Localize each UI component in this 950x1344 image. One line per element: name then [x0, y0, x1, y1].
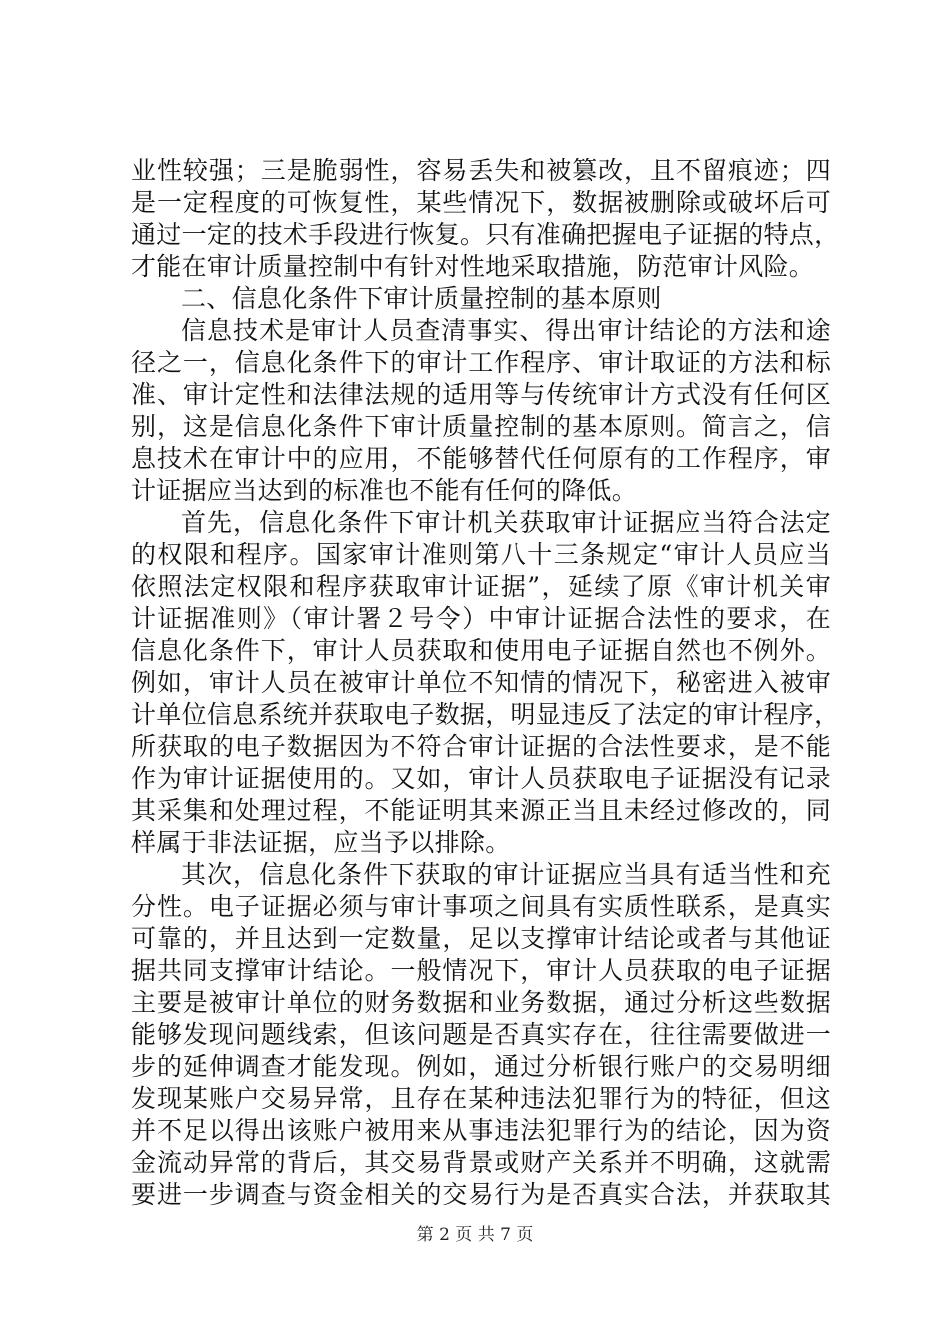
page-number: 第 2 页 共 7 页 [416, 1225, 534, 1245]
text-line: 能够发现问题线索，但该问题是否真实存在，往往需要做进一 [131, 1020, 831, 1049]
paragraph-first [131, 507, 840, 859]
text-line: 计证据准则》（审计署２号令）中审计证据合法性的要求，在 [131, 604, 831, 633]
page-footer [0, 1224, 950, 1246]
text-line: 其采集和处理过程，不能证明其来源正当且未经过修改的，同 [131, 796, 831, 825]
text-line: 是一定程度的可恢复性，某些情况下，数据被删除或破坏后可 [131, 188, 831, 217]
text-line: 依照法定权限和程序获取审计证据”，延续了原《审计机关审 [131, 572, 831, 601]
text-line: 分性。电子证据必须与审计事项之间具有实质性联系，是真实 [131, 892, 831, 921]
text-line: 并不足以得出该账户被用来从事违法犯罪行为的结论，因为资 [131, 1116, 831, 1145]
text-line: 作为审计证据使用的。又如，审计人员获取电子证据没有记录 [131, 764, 831, 793]
text-line: 据共同支撑审计结论。一般情况下，审计人员获取的电子证据 [131, 956, 831, 985]
text-line: 才能在审计质量控制中有针对性地采取措施，防范审计风险。 [131, 252, 815, 281]
text-line: 步的延伸调查才能发现。例如，通过分析银行账户的交易明细 [131, 1052, 831, 1081]
text-line: 准、审计定性和法律法规的适用等与传统审计方式没有任何区 [131, 380, 831, 409]
document-body [131, 155, 840, 1211]
text-line: 别，这是信息化条件下审计质量控制的基本原则。简言之，信 [131, 412, 831, 441]
text-line: 样属于非法证据，应当予以排除。 [131, 828, 511, 857]
text-line: 金流动异常的背后，其交易背景或财产关系并不明确，这就需 [131, 1148, 831, 1177]
paragraph-continuation [131, 155, 840, 283]
text-line: 通过一定的技术手段进行恢复。只有准确把握电子证据的特点， [131, 220, 840, 249]
heading-text: 二、信息化条件下审计质量控制的基本原则 [181, 284, 662, 313]
paragraph-second [131, 859, 831, 1211]
text-line: 主要是被审计单位的财务数据和业务数据，通过分析这些数据 [131, 988, 831, 1017]
text-line: 首先，信息化条件下审计机关获取审计证据应当符合法定 [181, 508, 831, 537]
text-line: 其次，信息化条件下获取的审计证据应当具有适当性和充 [181, 860, 831, 889]
text-line: 径之一，信息化条件下的审计工作程序、审计取证的方法和标 [131, 348, 831, 377]
text-line: 业性较强；三是脆弱性，容易丢失和被篡改，且不留痕迹；四 [131, 156, 831, 185]
text-line: 例如，审计人员在被审计单位不知情的情况下，秘密进入被审 [131, 668, 831, 697]
text-line: 计证据应当达到的标准也不能有任何的降低。 [131, 476, 638, 505]
text-line: 的权限和程序。国家审计准则第八十三条规定“审计人员应当 [131, 540, 831, 569]
text-line: 息技术在审计中的应用，不能够替代任何原有的工作程序，审 [131, 444, 831, 473]
text-line: 信息化条件下，审计人员获取和使用电子证据自然也不例外。 [131, 636, 831, 665]
paragraph-principle [131, 315, 831, 507]
text-line: 可靠的，并且达到一定数量，足以支撑审计结论或者与其他证 [131, 924, 831, 953]
text-line: 信息技术是审计人员查清事实、得出审计结论的方法和途 [181, 316, 831, 345]
text-line: 发现某账户交易异常，且存在某种违法犯罪行为的特征，但这 [131, 1084, 831, 1113]
text-line: 计单位信息系统并获取电子数据，明显违反了法定的审计程序， [131, 700, 840, 729]
section-heading [131, 283, 831, 315]
text-line: 所获取的电子数据因为不符合审计证据的合法性要求，是不能 [131, 732, 831, 761]
text-line: 要进一步调查与资金相关的交易行为是否真实合法，并获取其 [131, 1180, 831, 1209]
